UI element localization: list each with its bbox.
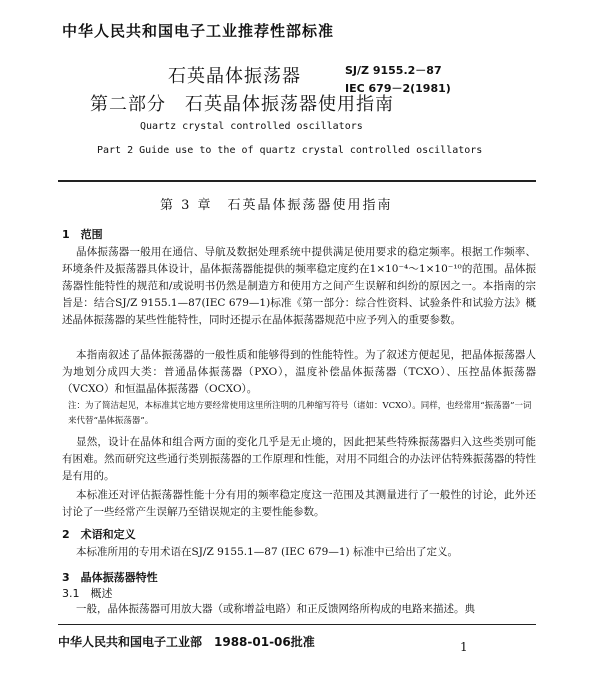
standard-header: 中华人民共和国电子工业推荐性部标准 [62,22,335,40]
section-1-heading: 1 范围 [62,228,103,241]
document-title: 石英晶体振荡器 [168,66,301,87]
section-2-heading: 2 术语和定义 [62,528,136,541]
section-1-paragraph-3: 显然，设计在晶体和组合两方面的变化几乎是无止境的，因此把某些特殊振荡器归入这些类别可能有困难。然而研究这些通行类别振荡器的工作原理和性能，对用不同组合的办法评估特殊振荡器的特性是有用的。 [62,436,536,482]
footer-divider [58,624,536,625]
title-divider [58,180,536,182]
section-1-note: 注：为了简洁起见，本标准其它地方要经常使用这里所注明的几种缩写符号（诸如：VCXO）。同样，也经常用“振荡器”一词来代替“晶体振荡器”。 [68,401,532,426]
chapter-heading: 第 3 章 石英晶体振荡器使用指南 [160,198,393,213]
section-3-1-heading: 3.1 概述 [62,587,113,600]
section-2-paragraph-1: 本标准所用的专用术语在SJ/Z 9155.1—87 (IEC 679—1) 标准中已给出了定义。 [76,546,458,558]
english-part-title: Part 2 Guide use to the of quartz crystal controlled oscillators [97,145,483,156]
iec-code: IEC 679－2(1981) [345,82,451,95]
section-1-paragraph-2: 本指南叙述了晶体振荡器的一般性质和能够得到的性能特性。为了叙述方便起见，把晶体振荡器人为地划分成四大类：普通晶体振荡器（PXO），温度补偿晶体振荡器（TCXO）、压控晶体振荡器（VCXO）和恒温晶体振荡器（OCXO）。 [62,349,536,395]
section-1-paragraph-4: 本标准还对评估振荡器性能十分有用的频率稳定度这一范围及其测量进行了一般性的讨论，此外还讨论了一些经常产生误解乃至错误规定的主要性能参数。 [62,489,536,518]
standard-code: SJ/Z 9155.2－87 [345,64,442,77]
part-title: 第二部分 石英晶体振荡器使用指南 [90,94,394,115]
section-3-heading: 3 晶体振荡器特性 [62,571,158,584]
english-title: Quartz crystal controlled oscillators [140,121,363,132]
page-number: 1 [460,640,468,654]
section-3-paragraph-1: 一般，晶体振荡器可用放大器（或称增益电路）和正反馈网络所构成的电路来描述。典 [76,603,475,615]
approval-line: 中华人民共和国电子工业部 1988-01-06批准 [58,635,315,649]
section-1-paragraph-1: 晶体振荡器一般用在通信、导航及数据处理系统中提供满足使用要求的稳定频率。根据工作频率、环境条件及振荡器具体设计，晶体振荡器能提供的频率稳定度约在1×10⁻⁴～1×10⁻¹⁰的范围。晶体振荡器性能特性的规范和/或说明书仍然是制造方和使用方之间产生误解和纠纷的原因之一。本指南的宗旨是：结合SJ/Z 9155.1—87(IEC 679—1)标准《第一部分：综合性资料、试验条件和试验方法》概述晶体振荡器的某些性能特性，同时还提示在晶体振荡器规范中应予列入的重要参数。 [62,246,536,326]
